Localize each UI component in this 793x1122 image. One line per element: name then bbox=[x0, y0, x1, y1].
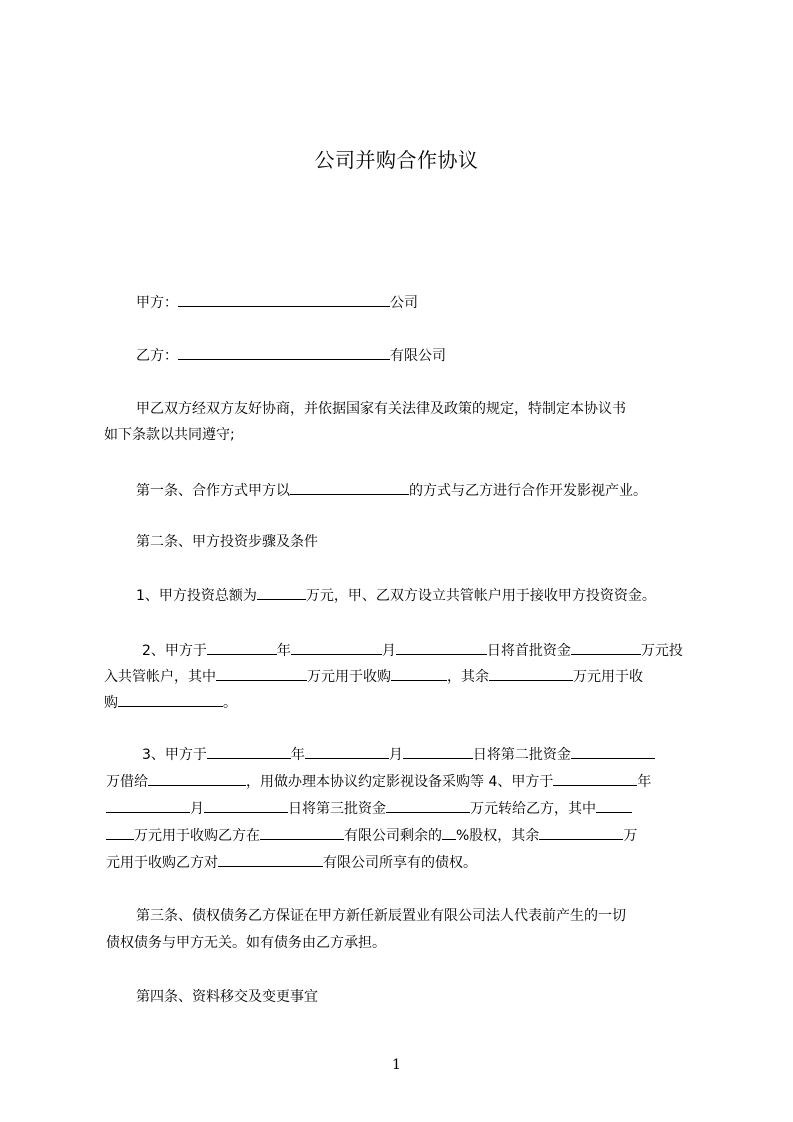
item-1-blank bbox=[257, 585, 306, 600]
item-3-text: 万元转给乙方，其中 bbox=[470, 801, 596, 817]
item-2-text: 年 bbox=[276, 643, 291, 659]
item-3-text: 日将第三批资金 bbox=[288, 801, 386, 817]
item-1-suffix: 万元，甲、乙双方设立共管帐户用于接收甲方投资资金。 bbox=[305, 588, 656, 604]
party-b-blank bbox=[178, 345, 390, 360]
item-3-text: 月 bbox=[190, 801, 204, 817]
item-2-blank bbox=[207, 640, 277, 655]
item-3-text: 年 bbox=[290, 747, 305, 763]
item-3-blank bbox=[218, 852, 323, 867]
item-3-blank bbox=[539, 825, 623, 840]
party-b-suffix: 有限公司 bbox=[390, 348, 446, 364]
item-3-blank bbox=[553, 771, 637, 786]
item-2-line-1 bbox=[142, 640, 683, 660]
item-3-text: 元用于收购乙方对 bbox=[106, 855, 218, 871]
item-2-text: 2、甲方于 bbox=[142, 643, 207, 659]
party-a-label: 甲方： bbox=[136, 295, 178, 311]
item-3-text: 月 bbox=[388, 747, 403, 763]
item-2-line-2 bbox=[104, 666, 643, 686]
item-3-line-4 bbox=[106, 825, 637, 845]
article-1-line bbox=[136, 480, 647, 500]
item-2-text: 万元投 bbox=[640, 643, 683, 659]
article-2-heading: 第二条、甲方投资步骤及条件 bbox=[136, 534, 318, 550]
party-b-label: 乙方： bbox=[136, 348, 178, 364]
item-3-blank bbox=[571, 744, 655, 759]
article-4-heading: 第四条、资料移交及变更事宜 bbox=[136, 989, 318, 1005]
party-a-blank bbox=[178, 292, 390, 307]
item-3-blank bbox=[386, 798, 470, 813]
item-3-text: %股权，其余 bbox=[456, 828, 540, 844]
item-3-blank bbox=[204, 798, 288, 813]
item-3-blank bbox=[305, 744, 389, 759]
item-2-blank bbox=[391, 666, 447, 681]
item-2-blank bbox=[489, 666, 573, 681]
item-2-blank bbox=[396, 640, 487, 655]
party-a-suffix: 公司 bbox=[390, 295, 418, 311]
item-3-text: 3、甲方于 bbox=[142, 747, 207, 763]
item-2-text: 入共管帐户，其中 bbox=[104, 669, 216, 685]
item-3-text: 有限公司所享有的债权。 bbox=[323, 855, 477, 871]
item-3-blank bbox=[106, 798, 190, 813]
item-2-blank bbox=[571, 640, 641, 655]
party-b-line bbox=[136, 345, 446, 365]
item-2-blank bbox=[216, 666, 307, 681]
article-1-blank bbox=[290, 480, 409, 495]
item-3-text: ，用做办理本协议约定影视设备采购等 4、甲方于 bbox=[246, 774, 554, 790]
item-3-text: 日将第二批资金 bbox=[472, 747, 571, 763]
item-3-blank bbox=[403, 744, 473, 759]
article-3-line-2: 债权债务与甲方无关。如有债务由乙方承担。 bbox=[106, 935, 386, 951]
item-3-blank bbox=[260, 825, 344, 840]
item-2-text: 月 bbox=[381, 643, 396, 659]
article-1-prefix: 第一条、合作方式甲方以 bbox=[136, 483, 290, 499]
item-2-line-3 bbox=[104, 692, 237, 712]
item-2-blank bbox=[118, 692, 223, 707]
item-3-blank bbox=[148, 771, 246, 786]
item-3-line-1 bbox=[142, 744, 655, 764]
document-title: 公司并购合作协议 bbox=[314, 148, 479, 172]
item-2-text: 日将首批资金 bbox=[486, 643, 571, 659]
party-a-line bbox=[136, 292, 418, 312]
item-3-line-5 bbox=[106, 852, 477, 872]
item-3-blank bbox=[207, 744, 291, 759]
item-3-blank bbox=[442, 825, 456, 840]
article-3-line-1: 第三条、债权债务乙方保证在甲方新任新辰置业有限公司法人代表前产生的一切 bbox=[136, 908, 626, 924]
item-3-text: 万 bbox=[623, 828, 638, 844]
article-2-item-1 bbox=[136, 585, 656, 605]
item-2-text: ，其余 bbox=[447, 669, 489, 685]
page-number: 1 bbox=[392, 1057, 401, 1073]
item-3-blank bbox=[596, 798, 632, 813]
item-2-text: 。 bbox=[223, 695, 237, 711]
item-3-blank bbox=[106, 825, 134, 840]
item-3-text: 万借给 bbox=[106, 774, 148, 790]
item-3-line-2 bbox=[106, 771, 651, 791]
item-3-line-3 bbox=[106, 798, 632, 818]
item-2-text: 万元用于收 bbox=[573, 669, 643, 685]
article-1-suffix: 的方式与乙方进行合作开发影视产业。 bbox=[409, 483, 647, 499]
item-3-text: 有限公司剩余的 bbox=[344, 828, 442, 844]
item-3-text: 年 bbox=[637, 774, 652, 790]
item-1-prefix: 1、甲方投资总额为 bbox=[136, 588, 257, 604]
item-3-text: 万元用于收购乙方在 bbox=[134, 828, 260, 844]
item-2-blank bbox=[291, 640, 382, 655]
item-2-text: 购 bbox=[104, 695, 118, 711]
item-2-text: 万元用于收购 bbox=[307, 669, 391, 685]
preamble-line-2: 如下条款以共同遵守; bbox=[104, 427, 235, 443]
preamble-line-1: 甲乙双方经双方友好协商，并依据国家有关法律及政策的规定，特制定本协议书 bbox=[136, 401, 626, 417]
